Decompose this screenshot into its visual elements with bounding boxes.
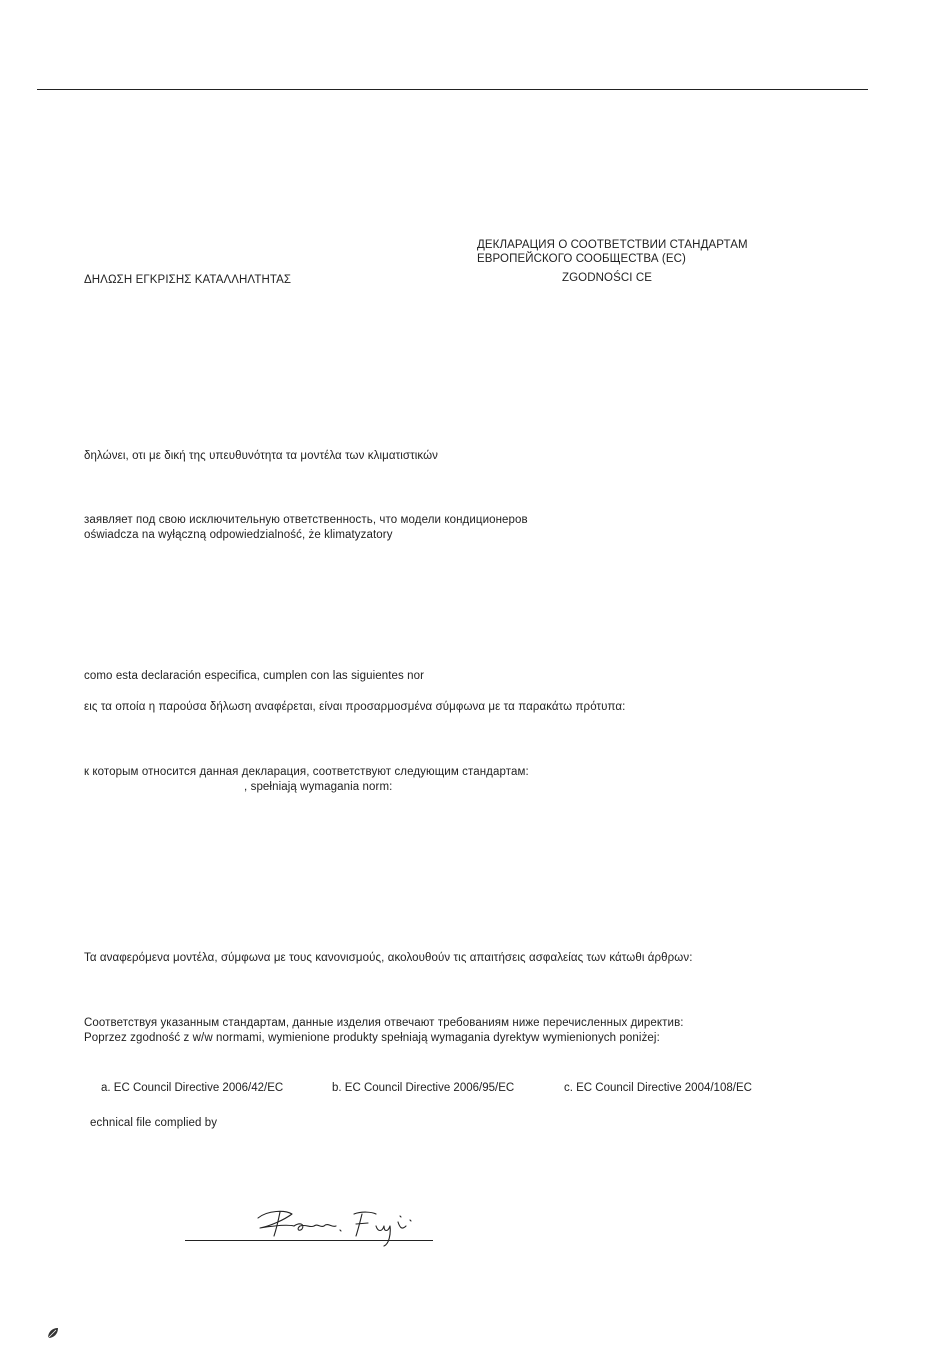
russian-declares-text: заявляет под свою исключительную ответственность, что модели кондиционеров [84, 514, 528, 526]
russian-directives-text: Соответствуя указанным стандартам, данные изделия отвечают требованиям ниже перечисленных директив: [84, 1017, 684, 1029]
greek-standards-text: εις τα οποία η παρούσα δήλωση αναφέρεται, είναι προσαρμοσμένα σύμφωνα με τα παρακάτω πρότυπα: [84, 701, 626, 713]
signature [250, 1200, 430, 1250]
leaf-icon [46, 1326, 60, 1340]
directive-item: c. EC Council Directive 2004/108/EC [564, 1082, 752, 1094]
directive-item: a. EC Council Directive 2006/42/EC [101, 1082, 284, 1094]
directive-item: b. EC Council Directive 2006/95/EC [332, 1082, 515, 1094]
polish-title: ZGODNOŚCI CE [562, 272, 653, 284]
russian-title-line1: ДЕКЛАРАЦИЯ О СООТВЕТСТВИИ СТАНДАРТАМ [477, 239, 748, 251]
polish-declares-text: oświadcza na wyłączną odpowiedzialność, że klimatyzatory [84, 529, 393, 541]
signature-line [185, 1240, 433, 1241]
russian-standards-text: к которым относится данная декларация, соответствуют следующим стандартам: [84, 766, 529, 778]
polish-standards-text: , spełniają wymagania norm: [244, 781, 393, 793]
spanish-standards-text: como esta declaración especifica, cumplen con las siguientes nor [84, 670, 425, 682]
greek-safety-text: Τα αναφερόμενα μοντέλα, σύμφωνα με τους κανονισμούς, ακολουθούν τις απαιτήσεις ασφαλείας των κάτωθι άρθρων: [84, 952, 693, 964]
technical-file-text: echnical file complied by [90, 1117, 218, 1129]
greek-title: ΔΗΛΩΣΗ ΕΓΚΡΙΣΗΣ ΚΑΤΑΛΛΗΛΤΗΤΑΣ [84, 274, 292, 286]
russian-title-line2: ЕВРОПЕЙСКОГО СООБЩЕСТВА (EC) [477, 253, 686, 265]
top-rule [37, 89, 868, 90]
greek-declares-text: δηλώνει, οτι με δική της υπευθυνότητα τα μοντέλα των κλιματιστικών [84, 450, 439, 462]
polish-directives-text: Poprzez zgodność z w/w normami, wymienione produkty spełniają wymagania dyrektyw wymienionych poniżej: [84, 1032, 660, 1044]
